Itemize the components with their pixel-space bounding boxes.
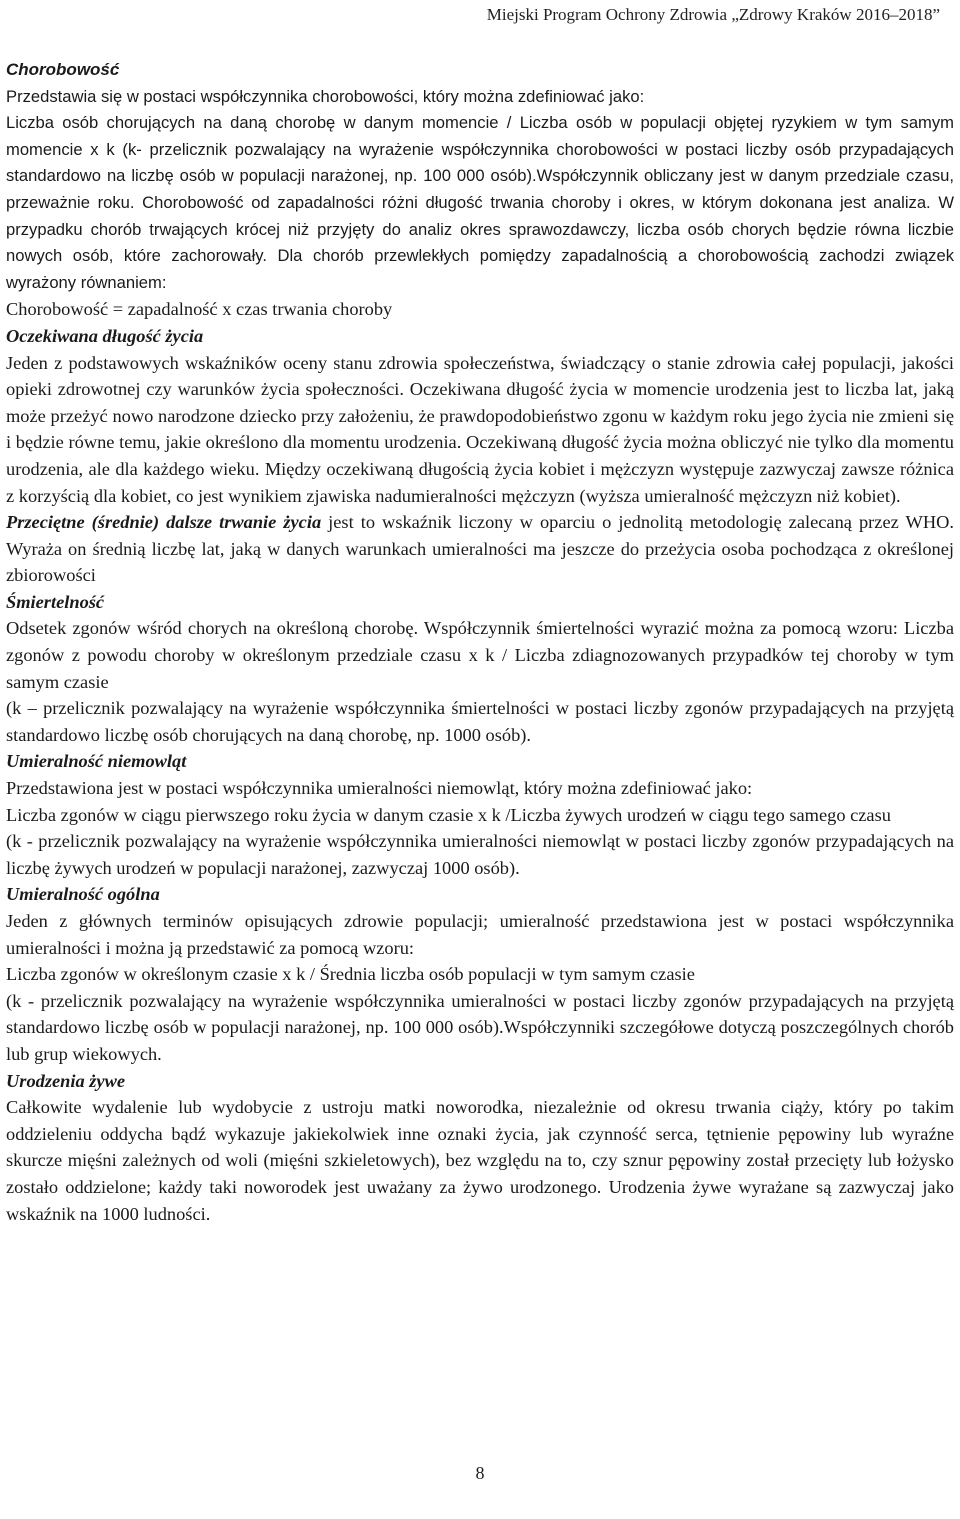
smiertelnosc-paragraph: Odsetek zgonów wśród chorych na określoną chorobę. Współczynnik śmiertelności wyrazić można za pomocą wzoru: Liczba zgonów z powodu choroby w określonym przedziale czasu x k / Liczba zdiagnozowanych przypadków tej choroby w tym samym czasie — [6, 618, 954, 692]
umieralnosc-niemowlat-formula: Liczba zgonów w ciągu pierwszego roku życia w danym czasie x k /Liczba żywych urodzeń w ciągu tego samego czasu — [6, 804, 891, 825]
chorobowosc-definition: Przedstawia się w postaci współczynnika chorobowości, który można zdefiniować jako: — [6, 86, 645, 106]
heading-smiertelnosc: Śmiertelność — [6, 591, 105, 612]
smiertelnosc-note: (k – przelicznik pozwalający na wyrażenie współczynnika śmiertelności w postaci liczby zgonów przypadających na przyjętą standardowo liczbę osób chorujących na daną chorobę, np. 1000 osób). — [6, 698, 954, 745]
chorobowosc-equation: Chorobowość = zapadalność x czas trwania choroby — [6, 299, 393, 320]
heading-oczekiwana-dlugosc-zycia: Oczekiwana długość życia — [6, 325, 204, 346]
dalsze-trwanie-text: jest to wskaźnik liczony w oparciu o jednolitą metodologię zalecaną przez WHO. Wyraża on średnią liczbę lat, jaką w danych warunkach umieralności ma jeszcze do przeżycia osoba pochodząca z określonej zbiorowości — [6, 512, 954, 586]
umieralnosc-ogolna-note: (k - przelicznik pozwalający na wyrażenie współczynnika umieralności w postaci liczby zgonów przypadających na przyjętą standardowo liczbę osób w populacji narażonej, np. 100 000 osób).Współczynniki szczegółowe dotyczą poszczególnych chorób lub grup wiekowych. — [6, 990, 954, 1064]
heading-chorobowosc: Chorobowość — [6, 60, 120, 79]
heading-umieralnosc-ogolna: Umieralność ogólna — [6, 884, 160, 905]
umieralnosc-ogolna-formula: Liczba zgonów w określonym czasie x k / Średnia liczba osób populacji w tym samym czasie — [6, 964, 695, 985]
umieralnosc-niemowlat-note: (k - przelicznik pozwalający na wyrażenie współczynnika umieralności niemowląt w postaci liczby zgonów przypadających na liczbę żywych urodzeń w populacji narażonej, zazwyczaj 1000 osób). — [6, 831, 954, 878]
heading-urodzenia-zywe: Urodzenia żywe — [6, 1070, 126, 1091]
umieralnosc-ogolna-definition: Jeden z głównych terminów opisujących zdrowie populacji; umieralność przedstawiona jest w postaci współczynnika umieralności i można ją przedstawić za pomocą wzoru: — [6, 911, 954, 958]
chorobowosc-formula: Liczba osób chorujących na daną chorobę w danym momencie / Liczba osób w populacji objętej ryzykiem w tym samym momencie x k (k- przelicznik pozwalający na wyrażenie współczynnika chorobowości w postaci liczby osób przypadających standardowo na liczbę osób w populacji narażonej, np. 100 000 osób).Współczynnik obliczany jest w danym przedziale czasu, przeważnie roku. Chorobowość od zapadalności różni długość trwania choroby i okres, w którym dokonana jest analiza. W przypadku chorób trwających krócej niż przyjęty do analiz okres sprawozdawczy, liczba osób chorych będzie równa liczbie nowych osób, które zachorowały. Dla chorób przewlekłych pomiędzy zapadalnością a chorobowością zachodzi związek wyrażony równaniem: — [6, 113, 954, 292]
umieralnosc-niemowlat-definition: Przedstawiona jest w postaci współczynnika umieralności niemowląt, który można zdefiniować jako: — [6, 778, 753, 799]
document-body — [6, 57, 954, 1227]
running-header: Miejski Program Ochrony Zdrowia „Zdrowy Kraków 2016–2018” — [486, 5, 940, 24]
page-number: 8 — [475, 1463, 485, 1483]
dalsze-trwanie-term: Przeciętne (średnie) dalsze trwanie życia — [6, 512, 322, 533]
dalsze-trwanie-paragraph — [6, 509, 954, 589]
oczekiwana-paragraph: Jeden z podstawowych wskaźników oceny stanu zdrowia społeczeństwa, świadczący o stanie zdrowia całej populacji, jakości opieki zdrowotnej czy warunków życia społeczności. Oczekiwana długość życia w momencie urodzenia jest to liczba lat, jaką może przeżyć nowo narodzone dziecko przy założeniu, że prawdopodobieństwo zgonu w każdym roku jego życia nie zmieni się i będzie równe temu, jakie określono dla momentu urodzenia. Oczekiwaną długość życia można obliczyć nie tylko dla momentu urodzenia, ale dla każdego wieku. Między oczekiwaną długością życia kobiet i mężczyzn występuje zazwyczaj zawsze różnica z korzyścią dla kobiet, co jest wynikiem zjawiska nadumieralności mężczyzn (wyższa umieralność mężczyzn niż kobiet). — [6, 352, 954, 506]
urodzenia-paragraph: Całkowite wydalenie lub wydobycie z ustroju matki noworodka, niezależnie od okresu trwania ciąży, który po takim oddzieleniu oddycha bądź wykazuje jakiekolwiek inne oznaki życia, jak czynność serca, tętnienie pępowiny lub wyraźne skurcze mięśni zależnych od woli (mięśni szkieletowych), bez względu na to, czy sznur pępowiny został przecięty lub łożysko zostało oddzielone; każdy taki noworodek jest uważany za żywo urodzonego. Urodzenia żywe wyrażane są zazwyczaj jako wskaźnik na 1000 ludności. — [6, 1097, 954, 1224]
heading-umieralnosc-niemowlat: Umieralność niemowląt — [6, 751, 187, 772]
